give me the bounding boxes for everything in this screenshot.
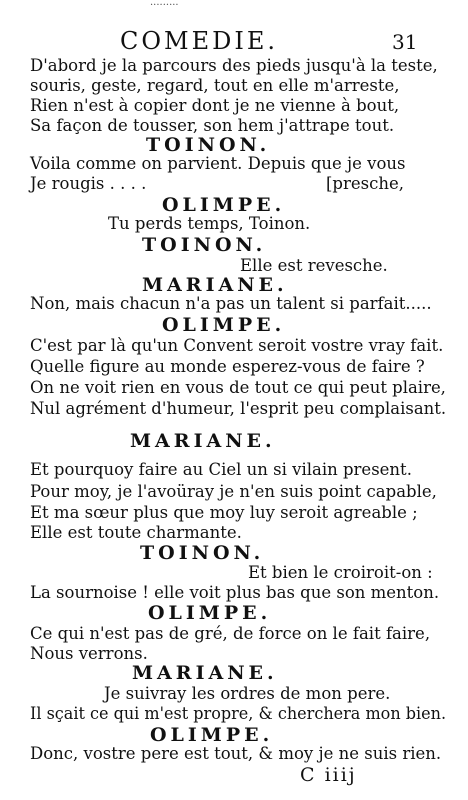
verse-line-continuation: [presche,	[326, 174, 404, 193]
verse-line: Nous verrons.	[30, 644, 148, 663]
verse-line: On ne voit rien en vous de tout ce qui peut plaire,	[30, 378, 446, 397]
verse-line: La sournoise ! elle voit plus bas que son menton.	[30, 583, 440, 602]
verse-line: Tu perds temps, Toinon.	[108, 214, 311, 233]
verse-line: Non, mais chacun n'a pas un talent si parfait.....	[30, 294, 432, 313]
verse-line: Elle est toute charmante.	[30, 523, 242, 542]
verse-line: Sa façon de tousser, son hem j'attrape tout.	[30, 116, 395, 135]
verse-line: Ce qui n'est pas de gré, de force on le fait faire,	[30, 624, 431, 643]
verse-line: Je rougis . . . .	[30, 174, 147, 193]
verse-line: Rien n'est à copier dont je ne vienne à bout,	[30, 96, 400, 115]
signature-mark: C iiij	[300, 764, 357, 786]
verse-line: Pour moy, je l'avoüray je n'en suis point capable,	[30, 482, 437, 501]
speaker-name: OLIMPE.	[150, 724, 274, 746]
page-number: 31	[392, 30, 418, 54]
verse-line: C'est par là qu'un Convent seroit vostre vray fait.	[30, 336, 444, 355]
verse-line: Il sçait ce qui m'est propre, & cherchera mon bien.	[30, 704, 447, 723]
speaker-name: TOINON.	[146, 134, 271, 156]
running-head: COMEDIE.	[120, 27, 279, 55]
verse-line: Elle est revesche.	[240, 256, 388, 275]
speaker-name: OLIMPE.	[162, 194, 286, 216]
speaker-name: TOINON.	[142, 234, 267, 256]
verse-line: Quelle figure au monde esperez-vous de faire ?	[30, 357, 425, 376]
verse-line: Et pourquoy faire au Ciel un si vilain present.	[30, 460, 412, 479]
speaker-name: MARIANE.	[142, 274, 288, 296]
speaker-name: MARIANE.	[130, 430, 276, 452]
speaker-name: TOINON.	[140, 542, 265, 564]
verse-line: Et ma sœur plus que moy luy seroit agreable ;	[30, 503, 418, 522]
verse-line: Nul agrément d'humeur, l'esprit peu complaisant.	[30, 399, 447, 418]
speaker-name: MARIANE.	[132, 662, 278, 684]
speaker-name: OLIMPE.	[162, 314, 286, 336]
verse-line: Donc, vostre pere est tout, & moy je ne suis rien.	[30, 744, 442, 763]
speaker-name: OLIMPE.	[148, 602, 272, 624]
verse-line: souris, geste, regard, tout en elle m'arreste,	[30, 76, 400, 95]
verse-line: Et bien le croiroit-on :	[248, 563, 433, 582]
top-edge-mark: ·········	[150, 0, 179, 11]
verse-line: Voila comme on parvient. Depuis que je vous	[30, 154, 406, 173]
verse-line: Je suivray les ordres de mon pere.	[104, 684, 391, 703]
verse-line: D'abord je la parcours des pieds jusqu'à la teste,	[30, 56, 438, 75]
